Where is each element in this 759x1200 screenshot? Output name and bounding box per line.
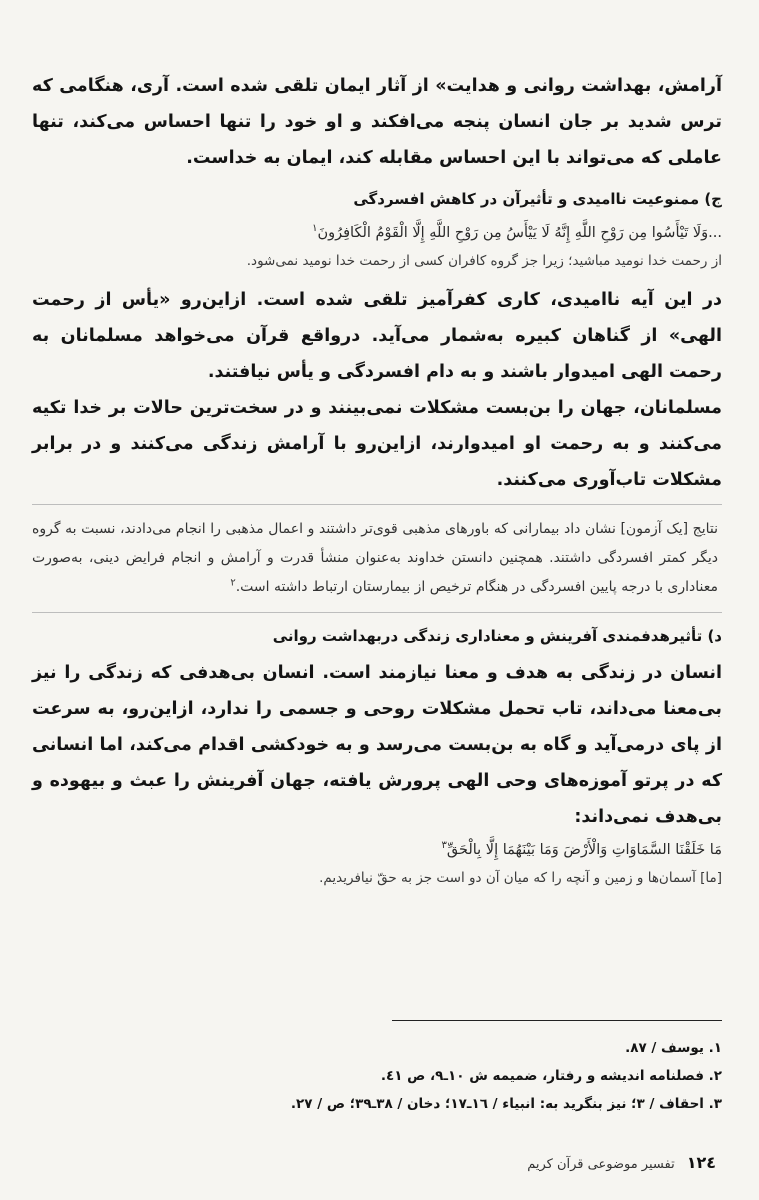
footnote-2: ٢. فصلنامه اندیشه و رفتار، ضمیمه ش ١٠ـ٩، ص ٤١. (380, 1068, 722, 1084)
verse-c-text: ...وَلَا تَيْأَسُوا مِن رَوْحِ اللَّهِ إِنَّهُ لَا يَيْأَسُ مِن رَوْحِ اللَّهِ إِلَّا الْقَوْمُ الْكَافِرُونَ (317, 225, 722, 241)
paragraph-2: در این آیه ناامیدی، کاری کفرآمیز تلقی شده است. ازاین‌رو «یأس از رحمت الهی» از گناهان کبیره به‌شمار می‌آید. درواقع قرآن می‌خواهد مسلمانان به رحمت الهی امیدوار باشند و به دام افسردگی و یأس نیافتند. (32, 290, 722, 382)
paragraph-4: انسان در زندگی به هدف و معنا نیازمند است. انسان بی‌هدفی که زندگی را نیز بی‌معنا می‌داند، تاب تحمل مشکلات روحی و جسمی را ندارد، ازاین‌رو، به سرعت از پای درمی‌آید و گاه به بن‌بست می‌رسد و به خودکشی اقدام می‌کند، اما انسانی که در پرتو آموزه‌های وحی الهی پرورش یافته، جهان آفرینش را عبث و بیهوده و بی‌هدف نمی‌داند: (32, 663, 722, 827)
section-heading-c: ج) ممنوعیت ناامیدی و تأثیرآن در کاهش افسردگی (353, 190, 722, 208)
quran-verse-c (32, 218, 722, 248)
footnote-ref-2[interactable]: ٢ (230, 577, 236, 589)
footnote-3: ٣. احقاف / ٣؛ نیز بنگرید به: انبیاء / ١٦ـ١٧؛ دخان / ٣٨ـ٣٩؛ ص / ٢٧. (290, 1096, 722, 1112)
page-footer (527, 1153, 716, 1172)
verse-d-text: مَا خَلَقْنَا السَّمَاوَاتِ وَالْأَرْضَ وَمَا بَيْنَهُمَا إِلَّا بِالْحَقِّ (446, 842, 722, 858)
quote-text: نتایج [یک آزمون] نشان داد بیمارانی که باورهای مذهبی قوی‌تر داشتند و اعمال مذهبی را انجام می‌دادند، نسبت به گروه دیگر کمتر افسردگی داشتند. همچنین دانستن خداوند به‌عنوان منشأ قدرت و آرامش و انجام فرایض دینی، به‌صورت معناداری با درجه پایین افسردگی در هنگام ترخیص از بیمارستان ارتباط داشته است. (32, 521, 718, 595)
section-heading-d: د) تأثیرهدفمندی آفرینش و معناداری زندگی دربهداشت روانی (272, 627, 722, 645)
paragraph-3: مسلمانان، جهان را بن‌بست مشکلات نمی‌بینند و در سخت‌ترین حالات بر خدا تکیه می‌کنند و به رحمت او امیدوارند، ازاین‌رو با آرامش زندگی می‌کنند و در برابر مشکلات تاب‌آوری می‌کنند. (32, 398, 722, 490)
paragraph-1: آرامش، بهداشت روانی و هدایت» از آثار ایمان تلقی شده است. آری، هنگامی که ترس شدید بر جان انسان پنجه می‌افکند و او خود را تنها احساس می‌کند، تنها عاملی که می‌تواند با این احساس مقابله کند، ایمان به خداست. (32, 76, 722, 168)
page-body (32, 68, 722, 899)
running-title: تفسیر موضوعی قرآن کریم (527, 1157, 675, 1172)
verse-c-translation: از رحمت خدا نومید مباشید؛ زیرا جز گروه کافران کسی از رحمت خدا نومید نمی‌شود. (246, 253, 722, 269)
page-number: ١٢٤ (686, 1153, 716, 1172)
footnote-divider (392, 1020, 722, 1021)
research-quote-box (32, 504, 722, 613)
footnote-1: ١. یوسف / ٨٧. (625, 1040, 722, 1056)
quran-verse-d (32, 835, 722, 865)
footnote-ref-1[interactable]: ١ (312, 223, 318, 235)
footnote-ref-3[interactable]: ٣ (441, 840, 447, 852)
verse-d-translation: [ما] آسمان‌ها و زمین و آنچه را که میان آن دو است جز به حقّ نیافریدیم. (319, 870, 722, 886)
footnotes (222, 1034, 722, 1118)
